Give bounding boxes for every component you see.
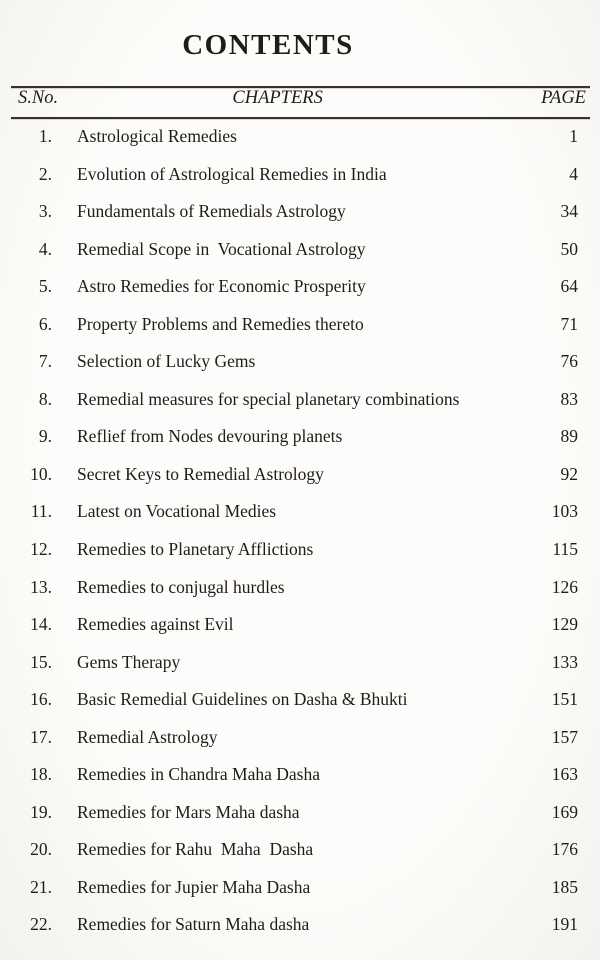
column-header-page: PAGE	[541, 88, 586, 108]
entry-title: Remedies to conjugal hurdles	[77, 576, 285, 597]
entry-number: 9.	[38, 426, 52, 447]
entry-number: 8.	[38, 388, 52, 409]
column-header-sno: S.No.	[18, 88, 59, 108]
entry-page: 185	[551, 876, 578, 897]
entry-page: 83	[560, 388, 578, 409]
entry-number: 13.	[30, 576, 52, 597]
entry-number: 11.	[30, 501, 52, 522]
toc-entry-row	[0, 727, 600, 765]
entry-title: Remedies in Chandra Maha Dasha	[77, 764, 320, 785]
toc-entry-row	[0, 914, 600, 952]
toc-entry-row	[0, 351, 600, 389]
entry-title: Gems Therapy	[77, 651, 181, 672]
entry-title: Latest on Vocational Medies	[77, 501, 277, 522]
entry-number: 4.	[38, 238, 52, 259]
entry-number: 22.	[30, 914, 52, 935]
toc-entry-row	[0, 426, 600, 464]
entry-title: Secret Keys to Remedial Astrology	[77, 463, 324, 484]
entry-number: 5.	[38, 276, 52, 297]
page-title: CONTENTS	[182, 29, 354, 61]
toc-entry-row	[0, 239, 600, 277]
entry-page: 89	[560, 426, 578, 447]
column-header-chapters: CHAPTERS	[232, 88, 323, 108]
toc-entry-row	[0, 614, 600, 652]
toc-entry-row	[0, 689, 600, 727]
entry-title: Remedial Astrology	[77, 726, 218, 747]
table-header	[0, 88, 600, 117]
entry-title: Fundamentals of Remedials Astrology	[77, 201, 346, 222]
toc-entry-row	[0, 201, 600, 239]
entry-page: 163	[551, 764, 578, 785]
entry-title: Evolution of Astrological Remedies in India	[77, 163, 387, 184]
entry-page: 76	[560, 351, 578, 372]
entry-number: 7.	[38, 351, 52, 372]
entry-title: Astrological Remedies	[77, 126, 237, 146]
entry-page: 133	[551, 651, 578, 672]
entry-number: 1.	[38, 126, 52, 146]
entry-title: Remedial measures for special planetary combinations	[77, 388, 460, 409]
entry-number: 12.	[30, 539, 52, 560]
entry-page: 50	[560, 238, 578, 259]
entry-page: 126	[551, 576, 578, 597]
toc-entry-row	[0, 389, 600, 427]
entry-page: 151	[551, 689, 578, 710]
entry-title: Remedies to Planetary Afflictions	[77, 539, 314, 560]
entry-number: 20.	[30, 839, 52, 860]
toc-entry-row	[0, 764, 600, 802]
toc-entry-row	[0, 126, 600, 164]
header-divider-bottom	[11, 117, 590, 119]
entry-number: 21.	[30, 876, 52, 897]
entry-page: 115	[552, 539, 578, 560]
toc-entry-row	[0, 501, 600, 539]
toc-entry-row	[0, 276, 600, 314]
entry-number: 3.	[38, 201, 52, 222]
entry-title: Remedies for Jupier Maha Dasha	[77, 876, 311, 897]
entry-number: 18.	[30, 764, 52, 785]
entry-title: Remedies against Evil	[77, 614, 234, 635]
toc-entry-row	[0, 577, 600, 615]
entry-page: 129	[551, 614, 578, 635]
toc-entry-row	[0, 877, 600, 915]
entry-page: 4	[569, 163, 578, 184]
toc-entry-row	[0, 164, 600, 202]
entry-number: 2.	[38, 163, 52, 184]
entry-title: Reflief from Nodes devouring planets	[77, 426, 343, 447]
entry-page: 191	[551, 914, 578, 935]
entry-page: 157	[551, 726, 578, 747]
toc-entries	[0, 126, 600, 952]
toc-entry-row	[0, 652, 600, 690]
entry-page: 1	[569, 126, 578, 146]
entry-page: 64	[560, 276, 578, 297]
entry-number: 16.	[30, 689, 52, 710]
entry-title: Remedial Scope in Vocational Astrology	[77, 238, 366, 259]
entry-title: Remedies for Mars Maha dasha	[77, 801, 300, 822]
entry-page: 103	[551, 501, 578, 522]
entry-page: 92	[560, 463, 578, 484]
entry-page: 34	[560, 201, 578, 222]
entry-page: 176	[551, 839, 578, 860]
entry-title: Selection of Lucky Gems	[77, 351, 256, 372]
toc-entry-row	[0, 802, 600, 840]
toc-entry-row	[0, 539, 600, 577]
entry-title: Remedies for Saturn Maha dasha	[77, 914, 310, 935]
entry-title: Basic Remedial Guidelines on Dasha & Bhukti	[77, 689, 408, 710]
entry-title: Astro Remedies for Economic Prosperity	[77, 276, 366, 297]
toc-entry-row	[0, 464, 600, 502]
entry-title: Remedies for Rahu Maha Dasha	[77, 839, 314, 860]
entry-number: 10.	[30, 463, 52, 484]
toc-entry-row	[0, 314, 600, 352]
entry-title: Property Problems and Remedies thereto	[77, 313, 364, 334]
entry-page: 71	[560, 313, 578, 334]
toc-entry-row	[0, 839, 600, 877]
entry-number: 17.	[30, 726, 52, 747]
entry-number: 19.	[30, 801, 52, 822]
entry-number: 6.	[38, 313, 52, 334]
entry-page: 169	[551, 801, 578, 822]
entry-number: 15.	[30, 651, 52, 672]
entry-number: 14.	[30, 614, 52, 635]
